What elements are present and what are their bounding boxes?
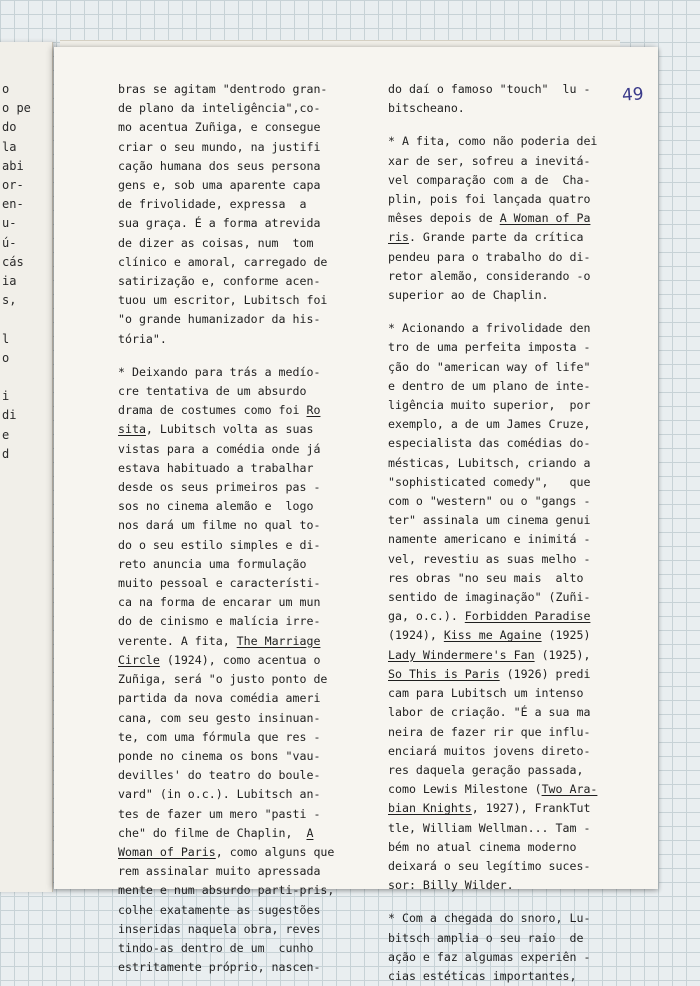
left-page-fragment: o pe [2,101,31,116]
text-line [118,939,368,958]
text-line [118,709,368,728]
text-segment: devilles' do teatro do boule- [118,768,321,783]
text-line [118,459,368,478]
text-segment: cre tentativa de um absurdo [118,384,307,399]
text-segment: vel comparação com a de Cha- [388,172,591,187]
text-segment: criar o seu mundo, na justifi [118,139,321,154]
text-line [388,99,628,118]
text-line [388,948,628,967]
left-page-fragment: or- [2,178,24,192]
text-line [388,338,628,357]
underlined-title: Woman of Paris [118,844,216,859]
text-segment: partida da nova comédia ameri [118,691,321,706]
text-segment: (1925), [534,647,591,662]
text-segment: labor de criação. "É a sua ma [388,705,591,720]
text-segment: ga, o.c.). [388,609,465,624]
text-segment: exemplo, a de um James Cruze, [388,417,591,432]
text-segment: (1924), [388,628,444,643]
paragraph-gap [118,349,368,363]
text-segment: de frivolidade, expressa a [118,197,307,212]
text-segment: inseridas naquela obra, reves [118,921,321,936]
text-segment: muito pessoal e característi- [118,576,321,591]
text-line [118,440,368,459]
text-segment: tes de fazer um mero "pasti - [118,806,321,821]
underlined-title: Kiss me Againe [443,628,542,643]
text-line [388,819,628,838]
text-segment: sentido de imaginação" (Zuñi- [388,590,591,605]
text-segment: como Lewis Milestone ( [388,782,542,797]
text-line [388,396,628,415]
underlined-title: Two Ara- [541,782,598,797]
underlined-title: Forbidden Paradise [464,609,591,624]
left-page-fragment: di [2,408,17,423]
text-line [388,511,628,530]
text-line [118,805,368,824]
text-line [118,728,368,747]
text-segment: estava habituado a trabalhar [118,460,314,475]
text-segment: e dentro de um plano de inte- [388,378,591,393]
text-line [118,958,368,977]
underlined-title: So This is Paris [388,666,500,681]
text-line [388,171,628,190]
text-segment: (1924), como acentua o [159,652,321,667]
left-page-fragment: e [2,427,10,442]
text-line [118,920,368,939]
text-segment: de plano da inteligência",co- [118,101,321,116]
text-line [388,434,628,453]
text-segment: che" do filme de Chaplin, [118,825,307,840]
text-line [388,209,628,228]
text-line [388,569,628,588]
text-segment: tro de uma perfeita imposta - [388,340,591,355]
text-line [118,824,368,843]
text-segment: de dizer as coisas, num tom [118,235,314,250]
text-line [388,626,628,645]
text-line [388,267,628,286]
underlined-title: Lady Windermere's Fan [388,647,535,662]
text-segment: superior ao de Chaplin. [388,288,549,303]
text-line [118,138,368,157]
text-segment: rem assinalar muito apressada [118,864,321,879]
text-line [118,118,368,137]
underlined-title: A Woman of Pa [499,211,591,226]
underlined-title: The Marriage [236,633,321,648]
text-segment: desde os seus primeiros pas - [118,480,321,495]
text-segment: drama de costumes como foi [118,403,307,418]
text-column-left [118,80,368,977]
left-page-fragment: o [2,82,10,96]
left-page-fragment: s, [2,293,17,308]
text-line [118,555,368,574]
left-page-fragment: i [2,389,10,404]
text-line [388,152,628,171]
paragraph-gap [388,118,628,132]
text-line [118,766,368,785]
paragraph-gap [388,305,628,319]
text-segment: * A fita, como não poderia dei [388,134,598,149]
text-line [388,588,628,607]
text-segment: plin, pois foi lançada quatro [388,192,591,207]
text-line [388,646,628,665]
text-segment: ca na forma de encarar um mun [118,595,321,610]
text-line [388,492,628,511]
text-line [388,550,628,569]
text-column-right [388,80,628,986]
text-segment: res daquela geração passada, [388,762,584,777]
text-line [388,876,628,895]
text-line [118,272,368,291]
text-segment: namente americano e inimitá - [388,532,591,547]
underlined-title: Circle [118,652,160,667]
text-segment: * Acionando a frivolidade den [388,321,591,336]
text-line [388,415,628,434]
text-segment: , 1927), FrankTut [471,801,591,816]
text-line [388,684,628,703]
paragraph-gap [388,895,628,909]
left-page-edge [0,42,53,892]
left-page-fragment: ú- [2,235,17,250]
text-segment: verente. A fita, [118,633,237,648]
text-segment: sua graça. É a forma atrevida [118,216,321,231]
left-page-fragment: o [2,350,10,365]
text-line [118,785,368,804]
left-page-fragment: do [2,120,17,135]
text-line [388,967,628,986]
text-line [118,516,368,535]
text-line [388,761,628,780]
text-segment: retor alemão, considerando -o [388,268,591,283]
text-segment: ação e faz algumas experiên - [388,949,591,964]
text-segment: te, com uma fórmula que res - [118,729,321,744]
left-page-fragment: la [2,139,17,154]
text-line [388,248,628,267]
text-line [388,607,628,626]
text-segment: , Lubitsch volta as suas [145,422,314,437]
text-line [118,901,368,920]
text-segment: bém no atual cinema moderno [388,839,577,854]
text-segment: vard" (in o.c.). Lubitsch an- [118,787,321,802]
text-segment: vistas para a comédia onde já [118,441,321,456]
text-line [388,80,628,99]
text-segment: cana, com seu gesto insinuan- [118,710,321,725]
text-line [118,253,368,272]
text-line [118,176,368,195]
text-segment: especialista das comédias do- [388,436,591,451]
text-line [118,195,368,214]
left-page-fragment: cás [2,254,24,269]
text-line [118,670,368,689]
text-line [388,473,628,492]
text-line [388,530,628,549]
text-line [118,747,368,766]
text-segment: bitscheano. [388,101,465,116]
text-line [118,689,368,708]
left-page-fragment: l [2,331,10,346]
text-segment: mente e num absurdo parti-pris, [118,883,335,898]
text-segment: tória". [118,331,167,346]
text-segment: colhe exatamente as sugestões [118,902,321,917]
text-segment: ponde no cinema os bons "vau- [118,748,321,763]
text-segment: com o "western" ou o "gangs - [388,494,591,509]
left-page-fragment: abi [2,158,24,173]
text-segment: satirização e, conforme acen- [118,274,321,289]
text-line [388,780,628,799]
left-page-fragment: u- [2,216,17,231]
text-segment: Zuñiga, será "o justo ponto de [118,672,328,687]
text-segment: sor: Billy Wilder. [388,878,514,893]
text-line [118,843,368,862]
text-segment: mêses depois de [388,211,500,226]
text-line [118,157,368,176]
text-line [388,799,628,818]
text-line [388,723,628,742]
text-line [388,228,628,247]
underlined-title: A [306,825,314,840]
text-segment: "sophisticated comedy", que [388,474,591,489]
text-segment: (1925) [541,628,591,643]
text-segment: cam para Lubitsch um intenso [388,686,584,701]
text-line [388,319,628,338]
underlined-title: Ro [306,403,321,418]
text-line [388,377,628,396]
text-line [118,497,368,516]
text-line [118,214,368,233]
text-segment: estritamente próprio, nascen- [118,960,321,975]
underlined-title: ris [388,230,409,245]
text-line [388,929,628,948]
text-line [118,330,368,349]
text-segment: deixará o seu legítimo suces- [388,858,591,873]
text-segment: do o seu estilo simples e di- [118,537,321,552]
text-segment: ligência muito superior, por [388,398,591,413]
text-segment: do de cinismo e malícia irre- [118,614,321,629]
text-segment: vel, revestiu as suas melho - [388,551,591,566]
text-line [388,132,628,151]
underlined-title: bian Knights [388,801,472,816]
text-segment: pendeu para o trabalho do di- [388,249,591,264]
text-line [118,593,368,612]
text-line [118,310,368,329]
text-segment: do daí o famoso "touch" lu - [388,82,591,96]
text-line [388,665,628,684]
text-line [118,536,368,555]
text-segment: nos dará um filme no qual to- [118,518,321,533]
text-line [118,291,368,310]
text-line [388,454,628,473]
text-line [118,632,368,651]
text-segment: cias estéticas importantes, [388,968,577,983]
text-line [388,909,628,928]
text-segment: gens e, sob uma aparente capa [118,178,321,193]
text-segment: tindo-as dentro de um cunho [118,940,314,955]
underlined-title: sita [118,422,146,437]
text-line [118,80,368,99]
text-segment: enciará muitos jovens direto- [388,743,591,758]
text-segment: tle, William Wellman... Tam - [388,820,591,835]
text-segment: clínico e amoral, carregado de [118,254,328,269]
text-line [118,862,368,881]
text-segment: cação humana dos seus persona [118,158,321,173]
text-line [388,286,628,305]
text-line [118,574,368,593]
text-segment: sos no cinema alemão e logo [118,499,314,514]
text-line [118,99,368,118]
text-line [388,742,628,761]
text-segment: bras se agitam "dentrodo gran- [118,82,328,96]
page-number: 49 [621,84,645,106]
left-page-fragment: ia [2,274,17,288]
text-line [388,703,628,722]
text-line [388,358,628,377]
left-page-fragment: en- [2,197,24,212]
text-line [118,612,368,631]
text-line [388,857,628,876]
text-segment: ção do "american way of life" [388,359,591,374]
text-segment: ter" assinala um cinema genui [388,513,591,528]
text-line [118,234,368,253]
text-line [118,401,368,420]
text-segment: * Deixando para trás a medío- [118,364,321,379]
text-segment: (1926) predi [499,666,591,681]
text-line [118,420,368,439]
text-line [388,838,628,857]
text-line [118,478,368,497]
left-page-fragment: d [2,446,10,461]
text-segment: mo acentua Zuñiga, e consegue [118,120,321,135]
text-line [118,363,368,382]
text-segment: xar de ser, sofreu a inevitá- [388,153,591,168]
text-segment: bitsch amplia o seu raio de [388,930,584,945]
text-segment: , como alguns que [215,844,335,859]
text-segment: neira de fazer rir que influ- [388,724,591,739]
text-line [388,190,628,209]
text-line [118,651,368,670]
text-line [118,881,368,900]
text-segment: res obras "no seu mais alto [388,570,584,585]
text-line [118,382,368,401]
text-segment: tuou um escritor, Lubitsch foi [118,293,328,308]
text-segment: mésticas, Lubitsch, criando a [388,455,591,470]
text-segment: . Grande parte da crítica [408,230,584,245]
text-segment: * Com a chegada do snoro, Lu- [388,911,591,926]
text-segment: reto anuncia uma formulação [118,556,307,571]
text-segment: "o grande humanizador da his- [118,312,321,327]
